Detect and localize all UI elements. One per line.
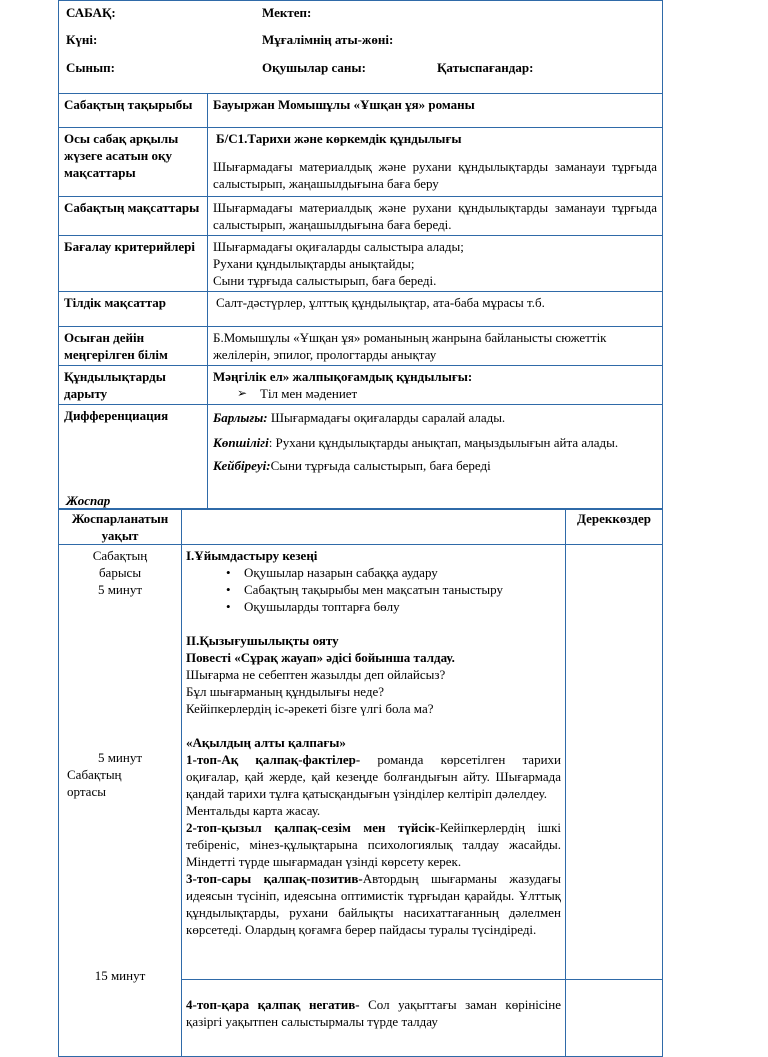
col-content-header: [182, 510, 566, 545]
diff-most: Көпшілігі: Рухани құндылықтарды анықтап, маңыздылығын айта алады.: [213, 435, 619, 450]
group-1: 1-топ-Ақ қалпақ-фактілер- романда көрсетілген тарихи оқиғалар, қай жерде, қай кезеңде болғандығын айту. Шығармада қандай тарихи тұлға қатысқандығын үзінділер келтіріп дәлелдеу.: [186, 752, 561, 801]
values-title: Мәңгілік ел» жалпықоғамдық құндылығы:: [213, 369, 473, 384]
criteria-list: [208, 236, 663, 292]
topic-value: Бауыржан Момышұлы «Ұшқан ұя» романы: [208, 94, 663, 128]
plan-table: [58, 509, 663, 1057]
prior-text: Б.Момышұлы «Ұшқан ұя» романының жанрына байланысты сюжеттік желілерін, эпилог, прологтарды анықтау: [208, 327, 663, 366]
language-text: Салт-дәстүрлер, ұлттық құндылықтар, ата-баба мұрасы т.б.: [208, 292, 663, 327]
time-cell: [59, 545, 182, 1057]
hats-title: «Ақылдың алты қалпағы»: [186, 735, 346, 750]
col-time-header: Жоспарланатын уақыт: [59, 510, 182, 545]
lesson-goals-text: Шығармадағы материалдық және рухани құндылықтарды заманауи тұрғыда салыстырып, жаңашылдығына баға береді.: [208, 197, 663, 236]
s1-title: І.Ұйымдастыру кезеңі: [186, 548, 318, 563]
values-item: ➢ Тіл мен мәдениет: [213, 385, 657, 402]
absent-label: Қатыспағандар:: [437, 60, 534, 75]
teacher-label: Мұғалімнің аты-жөні:: [262, 32, 394, 47]
values-label: Құндылықтарды дарыту: [59, 366, 208, 405]
day-label: Күні:: [66, 32, 98, 47]
time-label: ортасы: [67, 784, 106, 799]
criteria-line: Шығармадағы оқиғаларды салыстыра алады;: [213, 239, 464, 254]
time-label: Сабақтың: [92, 548, 148, 563]
group-3: 3-топ-сары қалпақ-позитив-Автордың шығарманы жазудағы идеясын түсініп, идеясына оптимистік тұрғыдан қарайды. Ұлттық құндылықтарды, рухани байлықты насихаттағанның дәлелмен көрсетеді. Олардың қоғамға берер пайдасы туралы түсіндіреді.: [186, 871, 562, 937]
s2-question: Бұл шығарманың құндылығы неде?: [186, 684, 385, 699]
s1-item: • Оқушылар назарын сабаққа аудару: [186, 564, 561, 581]
time-label: 5 минут: [97, 750, 143, 765]
criteria-label: Бағалау критерийлері: [59, 236, 208, 292]
topic-label: Сабақтың тақырыбы: [59, 94, 208, 128]
col-sources-header: Дереккөздер: [566, 510, 663, 545]
time-label: 15 минут: [94, 968, 146, 983]
time-label: 5 минут: [97, 582, 143, 597]
header-cell: [59, 1, 663, 94]
lesson-goals-label: Сабақтың мақсаттары: [59, 197, 208, 236]
prior-label: Осыған дейін меңгерілген білім: [59, 327, 208, 366]
group-4: 4-топ-қара қалпақ негатив- Сол уақыттағы заман көрінісіне қазіргі уақытпен салыстырмалы түрде талдау: [186, 997, 562, 1029]
sources-cell: [566, 545, 663, 980]
time-label: барысы: [98, 565, 142, 580]
criteria-line: Рухани құндылықтарды анықтайды;: [213, 256, 415, 271]
s1-item: • Оқушыларды топтарға бөлу: [186, 598, 561, 615]
school-label: Мектеп:: [262, 5, 312, 20]
diff-all: Барлығы: Шығармадағы оқиғаларды саралай алады.: [213, 410, 506, 425]
diff-label: Дифференциация: [59, 405, 208, 509]
class-label: Сынып:: [66, 60, 115, 75]
students-label: Оқушылар саны:: [262, 60, 366, 75]
language-label: Тілдік мақсаттар: [59, 292, 208, 327]
diff-some: Кейбіреуі:Сыни тұрғыда салыстырып, баға береді: [213, 458, 491, 473]
goals-through-label: Осы сабақ арқылы жүзеге асатын оқу мақсаттары: [59, 128, 208, 197]
group-1-extra: Ментальды карта жасау.: [186, 803, 321, 818]
group-2: 2-топ-қызыл қалпақ-сезім мен түйсік-Кейіпкерлердің ішкі тебіреніс, мінез-құлықтарына психологиялық талдау жасайды. Міндетті түрде шығармадан үзінді көрсету керек.: [186, 820, 561, 869]
goals-through-text: Шығармадағы материалдық және рухани құндылықтарды заманауи тұрғыда салыстырып, жаңашылдығына баға беру: [213, 159, 657, 191]
time-label: Сабақтың: [67, 767, 122, 782]
sources-cell: [566, 980, 663, 1057]
s2-title: ІІ.Қызығушылықты ояту: [186, 633, 339, 648]
lesson-info-table: [58, 0, 663, 509]
criteria-line: Сыни тұрғыда салыстырып, баға береді.: [213, 273, 437, 288]
plan-label: Жоспар: [66, 493, 111, 508]
s2-question: Шығарма не себептен жазылды деп ойлайсыз?: [186, 667, 446, 682]
s2-question: Кейіпкерлердің іс-әрекеті бізге үлгі бола ма?: [186, 701, 434, 716]
s2-sub: Повесті «Сұрақ жауап» әдісі бойынша талдау.: [186, 650, 455, 665]
goals-through-title: Б/С1.Тарихи және көркемдік құндылығы: [216, 131, 462, 146]
lesson-label: САБАҚ:: [66, 5, 116, 20]
s1-item: • Сабақтың тақырыбы мен мақсатын таныстыру: [186, 581, 561, 598]
